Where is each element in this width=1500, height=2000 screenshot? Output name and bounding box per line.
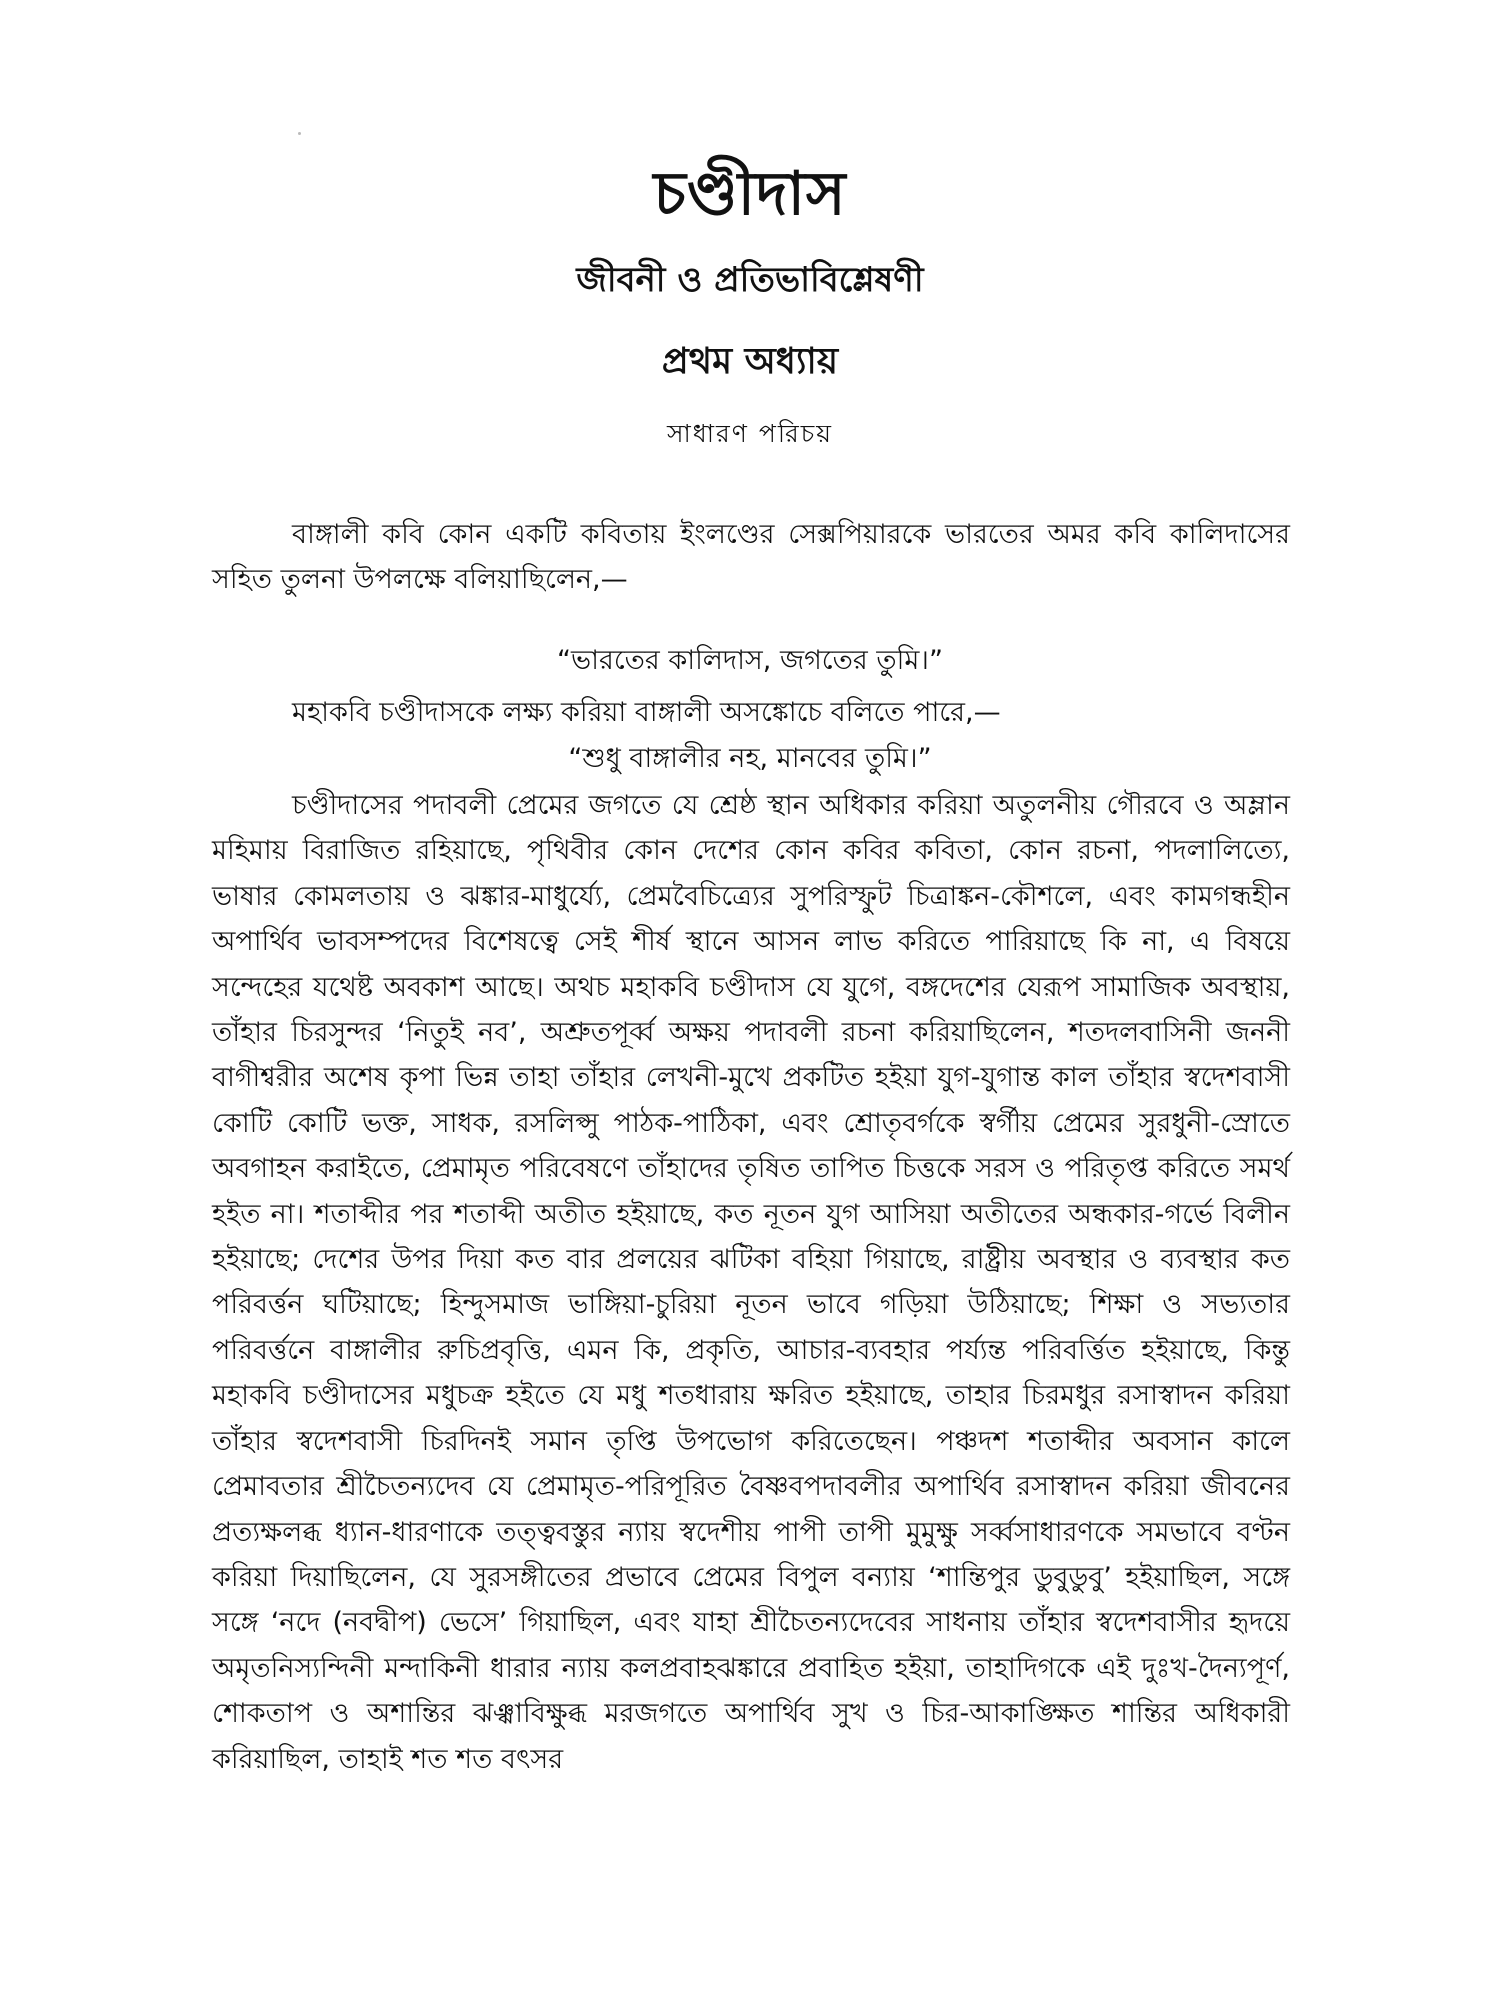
paragraph-chandidas: মহাকবি চণ্ডীদাসকে লক্ষ্য করিয়া বাঙ্গালী অসঙ্কোচে বলিতে পারে,— [292,697,1001,728]
page-subtitle: জীবনী ও প্রতিভাবিশ্লেষণী [576,260,924,300]
paragraph-main: চণ্ডীদাসের পদাবলী প্রেমের জগতে যে শ্রেষ্ঠ স্থান অধিকার করিয়া অতুলনীয় গৌরবে ও অম্লান মহিমায় বিরাজিত রহিয়াছে, পৃথিবীর কোন দেশের কোন কবির কবিতা, কোন রচনা, পদলালিত্যে, ভাষার কোমলতায় ও ঝঙ্কার-মাধুর্য্যে, প্রেমবৈচিত্র্যের সুপরিস্ফুট চিত্রাঙ্কন-কৌশলে, এবং কামগন্ধহীন অপার্থিব ভাবসম্পদের বিশেষত্বে সেই শীর্ষ স্থানে আসন লাভ করিতে পারিয়াছে কি না, এ বিষয়ে সন্দেহের যথেষ্ট অবকাশ আছে। অথচ মহাকবি চণ্ডীদাস যে যুগে, বঙ্গদেশের যেরূপ সামাজিক অবস্থায়, তাঁহার চিরসুন্দর ‘নিতুই নব’, অশ্রুতপূর্ব্ব অক্ষয় পদাবলী রচনা করিয়াছিলেন, শতদলবাসিনী জননী বাগীশ্বরীর অশেষ কৃপা ভিন্ন তাহা তাঁহার লেখনী-মুখে প্রকটিত হইয়া যুগ-যুগান্ত কাল তাঁহার স্বদেশবাসী কোটি কোটি ভক্ত, সাধক, রসলিপ্সু পাঠক-পাঠিকা, এবং শ্রোতৃবর্গকে স্বর্গীয় প্রেমের সুরধুনী-স্রোতে অবগাহন করাইতে, প্রেমামৃত পরিবেষণে তাঁহাদের তৃষিত তাপিত চিত্তকে সরস ও পরিতৃপ্ত করিতে সমর্থ হইত না। শতাব্দীর পর শতাব্দী অতীত হইয়াছে, কত নূতন যুগ আসিয়া অতীতের অন্ধকার-গর্ভে বিলীন হইয়াছে; দেশের উপর দিয়া কত বার প্রলয়ের ঝটিকা বহিয়া গিয়াছে, রাষ্ট্রীয় অবস্থার ও ব্যবস্থার কত পরিবর্ত্তন ঘটিয়াছে; হিন্দুসমাজ ভাঙ্গিয়া-চুরিয়া নূতন ভাবে গড়িয়া উঠিয়াছে; শিক্ষা ও সভ্যতার পরিবর্ত্তনে বাঙ্গালীর রুচিপ্রবৃত্তি, এমন কি, প্রকৃতি, আচার-ব্যবহার পর্য্যন্ত পরিবর্ত্তিত হইয়াছে, কিন্তু মহাকবি চণ্ডীদাসের মধুচক্র হইতে যে মধু শতধারায় ক্ষরিত হইয়াছে, তাহার চিরমধুর রসাস্বাদন করিয়া তাঁহার স্বদেশবাসী চিরদিনই সমান তৃপ্তি উপভোগ করিতেছেন। পঞ্চদশ শতাব্দীর অবসান কালে প্রেমাবতার শ্রীচৈতন্যদেব যে প্রেমামৃত-পরিপূরিত বৈষ্ণবপদাবলীর অপার্থিব রসাস্বাদন করিয়া জীবনের প্রত্যক্ষলব্ধ ধ্যান-ধারণাকে তত্ত্ববস্তুর ন্যায় স্বদেশীয় পাপী তাপী মুমুক্ষু সর্ব্বসাধারণকে সমভাবে বণ্টন করিয়া দিয়াছিলেন, যে সুরসঙ্গীতের প্রভাবে প্রেমের বিপুল বন্যায় ‘শান্তিপুর ডুবুডুবু’ হইয়াছিল, সঙ্গে সঙ্গে ‘নদে (নবদ্বীপ) ভেসে’ গিয়াছিল, এবং যাহা শ্রীচৈতন্যদেবের সাধনায় তাঁহার স্বদেশবাসীর হৃদয়ে অমৃতনিস্যন্দিনী মন্দাকিনী ধারার ন্যায় কলপ্রবাহঝঙ্কারে প্রবাহিত হইয়া, তাহাদিগকে এই দুঃখ-দৈন্যপূর্ণ, শোকতাপ ও অশান্তির ঝঞ্ঝাবিক্ষুব্ধ মরজগতে অপার্থিব সুখ ও চির-আকাঙ্ক্ষিত শান্তির অধিকারী করিয়াছিল, তাহাই শত শত বৎসর [212,790,1290,1775]
page-title: চণ্ডীদাস [653,159,847,229]
section-heading: সাধারণ পরিচয় [667,419,833,448]
paragraph-intro: বাঙ্গালী কবি কোন একটি কবিতায় ইংলণ্ডের সেক্সপিয়ারকে ভারতের অমর কবি কালিদাসের সহিত তুলনা উপলক্ষে বলিয়াছিলেন,— [212,519,1290,596]
verse-quote-2: “শুধু বাঙ্গালীর নহ, মানবের তুমি।” [568,743,932,774]
scan-speck [298,132,301,135]
verse-quote-1: “ভারতের কালিদাস, জগতের তুমি।” [557,645,943,676]
chapter-heading: প্রথম অধ্যায় [661,341,839,382]
